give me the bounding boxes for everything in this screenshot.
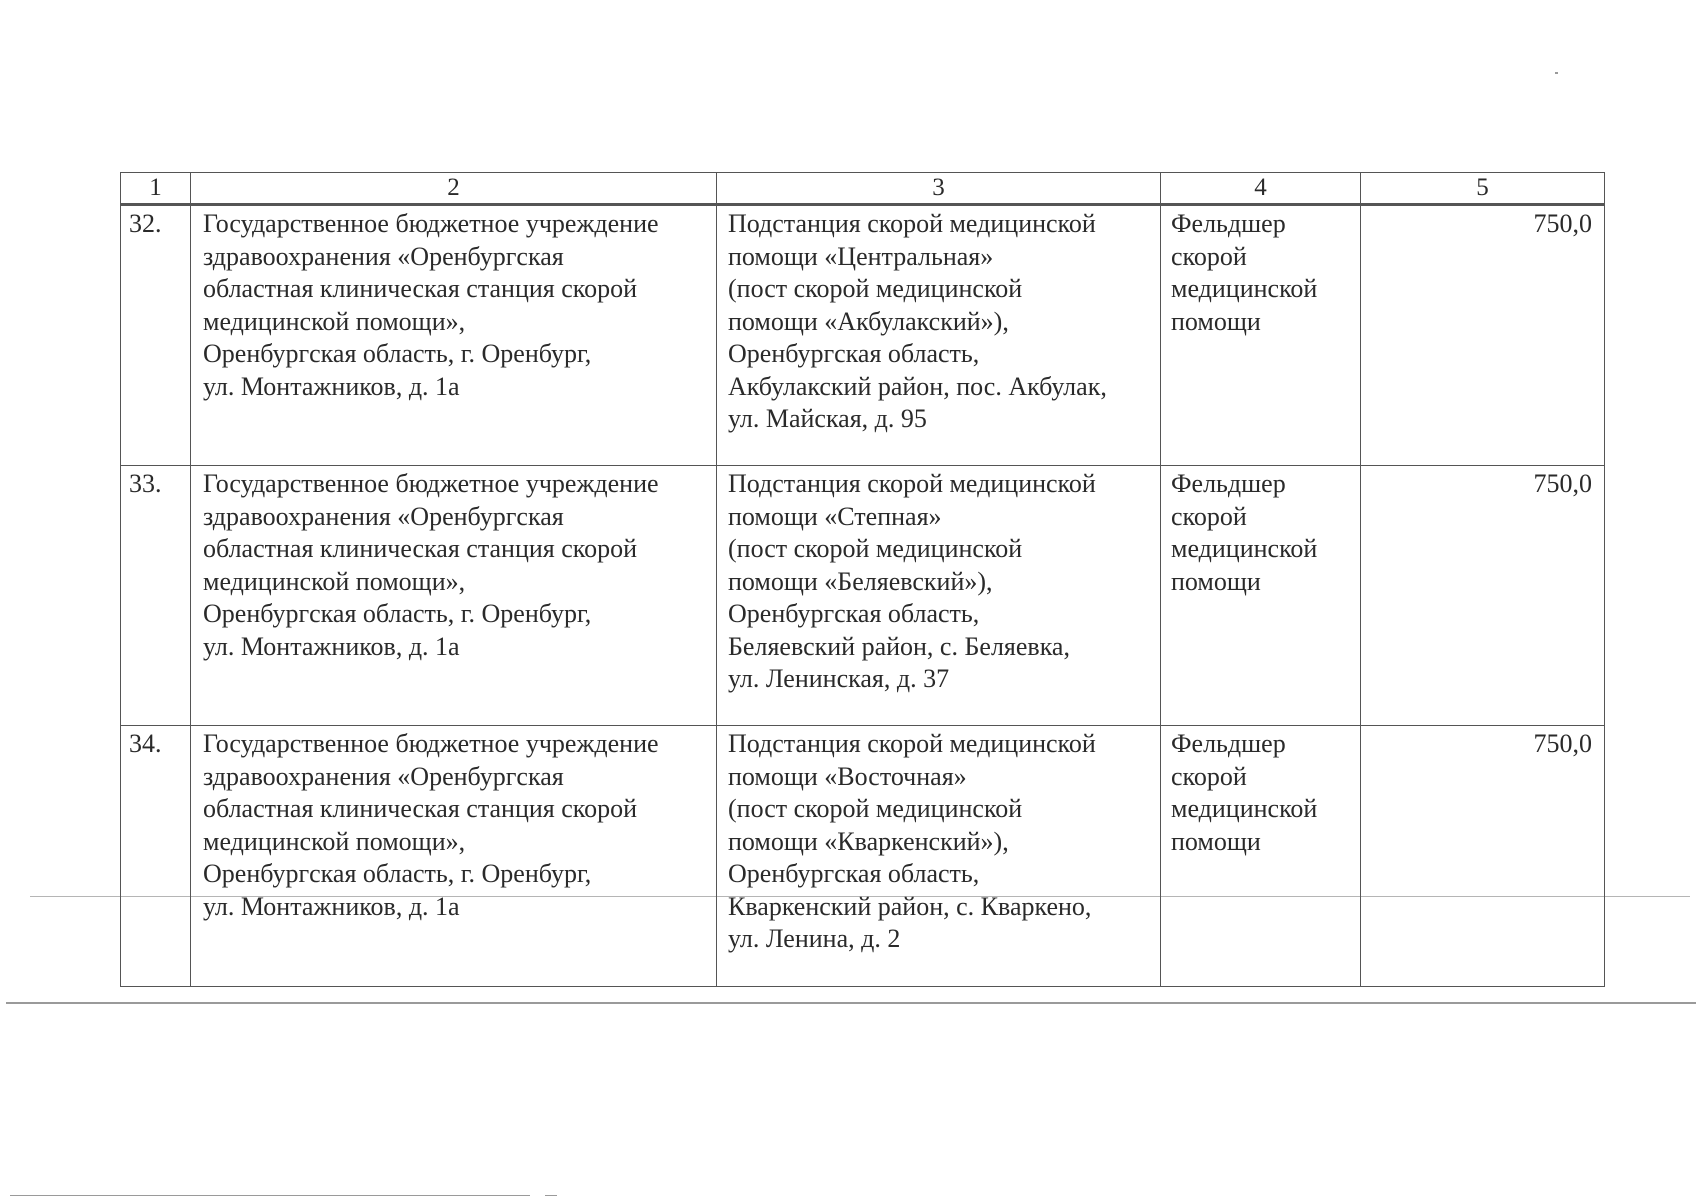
organization-line: областная клиническая станция скорой xyxy=(203,534,638,563)
organization-line: здравоохранения «Оренбургская xyxy=(203,241,564,271)
organization-line: здравоохранения «Оренбургская xyxy=(203,501,564,531)
position-cell xyxy=(1161,726,1361,987)
location-cell xyxy=(717,466,1161,726)
position-line: Фельдшер xyxy=(1171,469,1286,498)
row-number: 33. xyxy=(121,466,191,726)
data-table xyxy=(120,172,1605,987)
organization-cell xyxy=(191,466,717,726)
organization-line: областная клиническая станция скорой xyxy=(203,274,638,303)
location-line: ул. Майская, д. 95 xyxy=(728,404,927,433)
organization-line: ул. Монтажников, д. 1а xyxy=(203,891,460,921)
position-line: скорой xyxy=(1171,501,1247,531)
location-line: помощи «Степная» xyxy=(728,501,942,531)
scan-line xyxy=(10,1195,530,1196)
position-line: помощи xyxy=(1171,306,1261,336)
location-line: Оренбургская область, xyxy=(728,339,980,368)
position-cell xyxy=(1161,466,1361,726)
location-line: Кваркенский район, с. Кваркено, xyxy=(728,891,1092,921)
scan-dot xyxy=(1555,72,1558,74)
organization-cell xyxy=(191,726,717,987)
organization-line: здравоохранения «Оренбургская xyxy=(203,761,564,791)
location-line: Подстанция скорой медицинской xyxy=(728,209,1096,238)
location-line: Оренбургская область, xyxy=(728,859,980,888)
organization-line: Оренбургская область, г. Оренбург, xyxy=(203,859,592,888)
organization-line: Оренбургская область, г. Оренбург, xyxy=(203,599,592,628)
table-row xyxy=(121,726,1605,987)
value-cell: 750,0 xyxy=(1361,205,1605,466)
organization-cell xyxy=(191,205,717,466)
location-line: помощи «Кваркенский»), xyxy=(728,826,1009,856)
location-line: Подстанция скорой медицинской xyxy=(728,469,1096,498)
location-line: (пост скорой медицинской xyxy=(728,534,1023,563)
location-line: Беляевский район, с. Беляевка, xyxy=(728,631,1070,661)
table-header-row xyxy=(121,173,1605,205)
position-line: медицинской xyxy=(1171,534,1318,563)
organization-line: Государственное бюджетное учреждение xyxy=(203,729,659,758)
column-header: 2 xyxy=(191,173,717,205)
location-line: Подстанция скорой медицинской xyxy=(728,729,1096,758)
location-line: помощи «Беляевский»), xyxy=(728,566,993,596)
location-line: Оренбургская область, xyxy=(728,599,980,628)
position-line: медицинской xyxy=(1171,794,1318,823)
column-header: 1 xyxy=(121,173,191,205)
organization-line: медицинской помощи», xyxy=(203,566,466,596)
row-number: 32. xyxy=(121,205,191,466)
position-line: скорой xyxy=(1171,761,1247,791)
position-line: Фельдшер xyxy=(1171,729,1286,758)
value-cell: 750,0 xyxy=(1361,466,1605,726)
organization-line: медицинской помощи», xyxy=(203,306,466,336)
organization-line: Государственное бюджетное учреждение xyxy=(203,469,659,498)
location-line: помощи «Центральная» xyxy=(728,241,994,271)
organization-line: Оренбургская область, г. Оренбург, xyxy=(203,339,592,368)
organization-line: ул. Монтажников, д. 1а xyxy=(203,631,460,661)
location-cell xyxy=(717,726,1161,987)
position-line: помощи xyxy=(1171,566,1261,596)
organization-line: Государственное бюджетное учреждение xyxy=(203,209,659,238)
column-header: 3 xyxy=(717,173,1161,205)
table-row xyxy=(121,466,1605,726)
position-line: Фельдшер xyxy=(1171,209,1286,238)
table-row xyxy=(121,205,1605,466)
location-line: помощи «Акбулакский»), xyxy=(728,306,1009,336)
organization-line: медицинской помощи», xyxy=(203,826,466,856)
scan-line xyxy=(545,1195,557,1196)
location-line: (пост скорой медицинской xyxy=(728,794,1023,823)
position-cell xyxy=(1161,205,1361,466)
scan-line xyxy=(6,1002,1696,1004)
location-line: ул. Ленинская, д. 37 xyxy=(728,664,950,693)
value-cell: 750,0 xyxy=(1361,726,1605,987)
location-line: (пост скорой медицинской xyxy=(728,274,1023,303)
position-line: помощи xyxy=(1171,826,1261,856)
organization-line: областная клиническая станция скорой xyxy=(203,794,638,823)
position-line: медицинской xyxy=(1171,274,1318,303)
location-line: Акбулакский район, пос. Акбулак, xyxy=(728,371,1107,401)
location-line: ул. Ленина, д. 2 xyxy=(728,924,901,953)
location-line: помощи «Восточная» xyxy=(728,761,967,791)
column-header: 5 xyxy=(1361,173,1605,205)
row-number: 34. xyxy=(121,726,191,987)
organization-line: ул. Монтажников, д. 1а xyxy=(203,371,460,401)
location-cell xyxy=(717,205,1161,466)
column-header: 4 xyxy=(1161,173,1361,205)
position-line: скорой xyxy=(1171,241,1247,271)
